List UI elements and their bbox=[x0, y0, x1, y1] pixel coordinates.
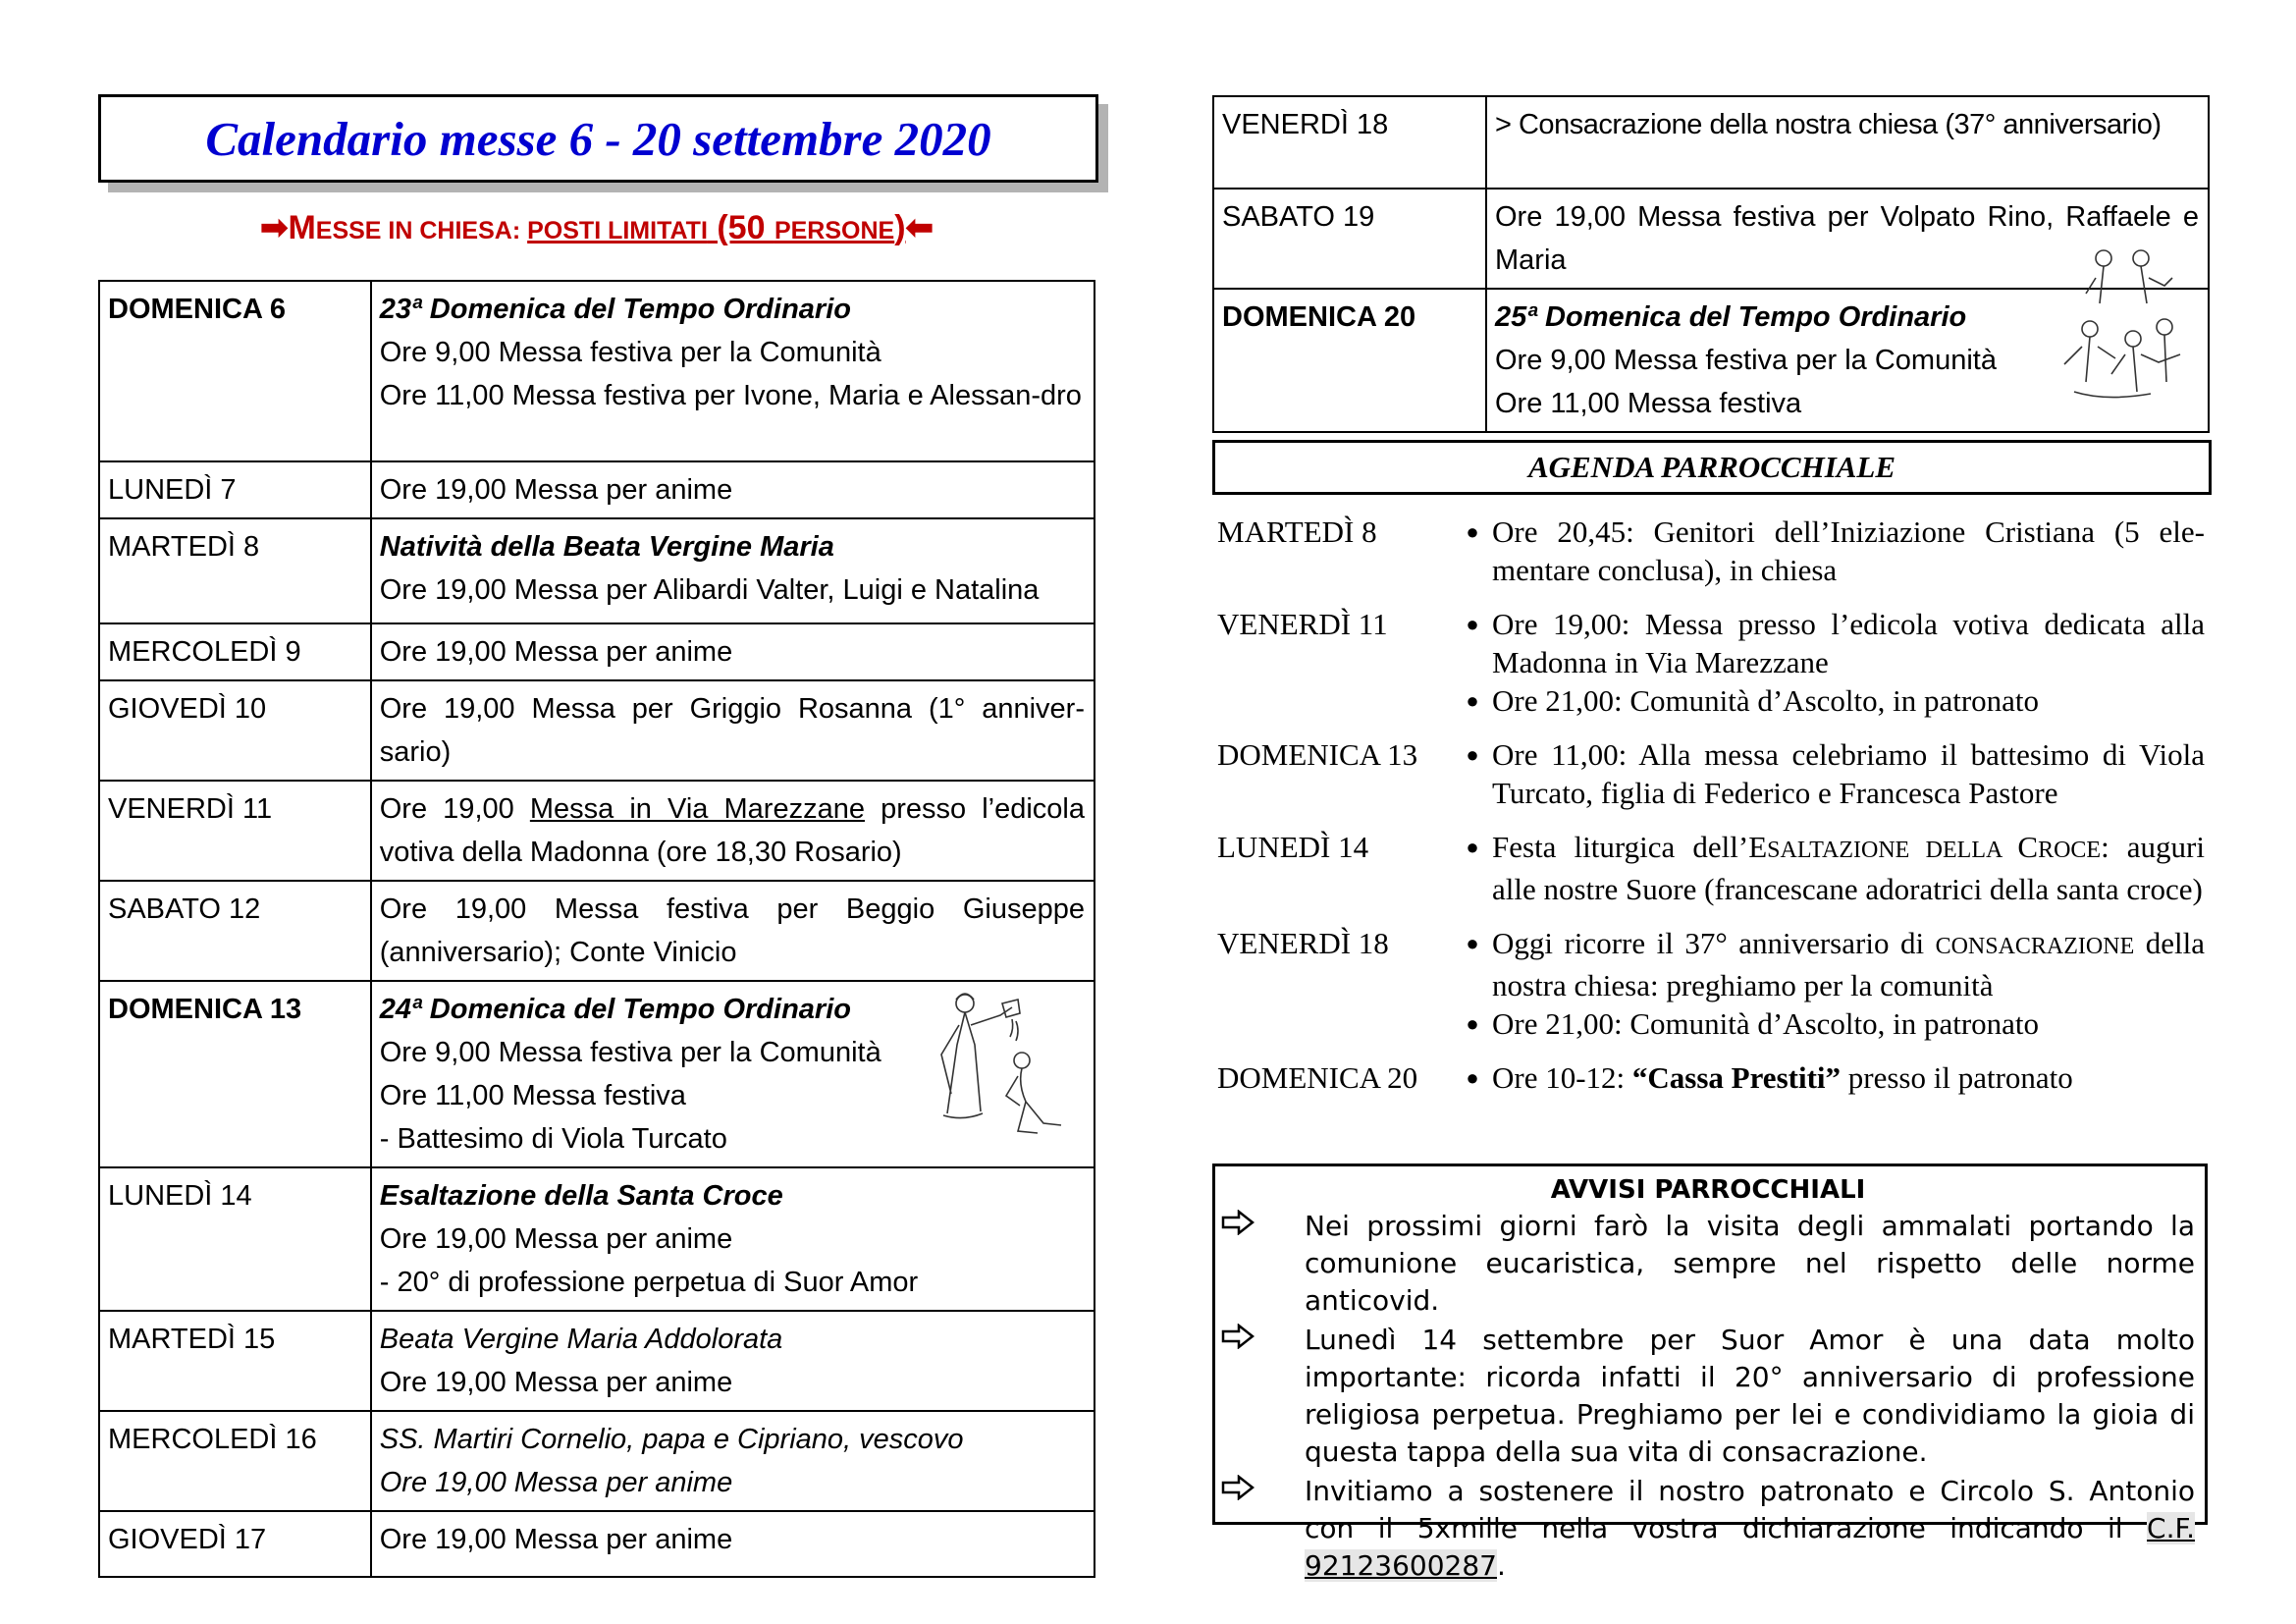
desc-cell bbox=[371, 1411, 1095, 1511]
avviso-text: Nei prossimi giorni farò la visita degli ammalati portando la comunione eucaristica, sempre nel rispetto delle norme anticovid. bbox=[1305, 1210, 2195, 1317]
day-cell: GIOVEDÌ 10 bbox=[99, 680, 371, 781]
page-title: Calendario messe 6 - 20 settembre 2020 bbox=[205, 111, 991, 166]
agenda-text: Festa liturgica dell’ bbox=[1492, 830, 1749, 864]
mass-line: Ore 19,00 Messa per anime bbox=[379, 1367, 733, 1398]
bullet-icon: ● bbox=[1466, 742, 1479, 767]
mass-line: Ore 11,00 Messa festiva bbox=[1495, 388, 1802, 419]
day-cell: LUNEDÌ 14 bbox=[99, 1167, 371, 1311]
day-cell: DOMENICA 20 bbox=[1213, 289, 1486, 432]
table-row bbox=[99, 281, 1095, 461]
notice-text: M bbox=[288, 209, 316, 246]
agenda-item bbox=[1453, 828, 2205, 908]
agenda-item bbox=[1453, 513, 2205, 589]
agenda-text: Ore 21,00: Comunità d’Ascolto, in patronato bbox=[1492, 1006, 2040, 1041]
desc-cell bbox=[1486, 96, 2209, 189]
avviso-text: Invitiamo a sostenere il nostro patronato e Circolo S. Antonio con il 5xmille nella vostra dichiarazione indicando il bbox=[1305, 1475, 2195, 1544]
feast-title: Beata Vergine Maria Addolorata bbox=[379, 1324, 783, 1355]
mass-line: Ore 19,00 Messa per Griggio Rosanna (1° anniver-sario) bbox=[379, 693, 1085, 768]
anniversary-note: - 20° di professione perpetua di Suor Amor bbox=[379, 1267, 919, 1298]
agenda-text: presso il patronato bbox=[1841, 1060, 2073, 1095]
day-cell: GIOVEDÌ 17 bbox=[99, 1511, 371, 1577]
day-cell: DOMENICA 13 bbox=[99, 981, 371, 1167]
desc-cell bbox=[371, 981, 1095, 1167]
desc-cell bbox=[371, 1311, 1095, 1411]
mass-line: Ore 9,00 Messa festiva per la Comunità bbox=[379, 1037, 881, 1068]
desc-cell bbox=[371, 881, 1095, 981]
table-row bbox=[99, 981, 1095, 1167]
agenda-text: della nostra chiesa: preghiamo per la comunità bbox=[1492, 926, 2205, 1002]
agenda-item bbox=[1453, 1004, 2205, 1043]
table-row bbox=[99, 1411, 1095, 1511]
table-row bbox=[1213, 96, 2209, 189]
mass-line: Ore 19,00 Messa per anime bbox=[379, 474, 733, 506]
disciples-illustration-icon bbox=[2056, 244, 2194, 421]
bullet-icon: ● bbox=[1466, 931, 1479, 955]
bullet-icon: ● bbox=[1466, 1065, 1479, 1090]
notice-text: PERSONE bbox=[774, 217, 895, 244]
agenda-text: Ore 19,00: Messa presso l’edicola votiva dedicata alla Madonna in Via Marezzane bbox=[1492, 607, 2205, 679]
table-row bbox=[99, 781, 1095, 881]
tax-code: C.F. 92123600287 bbox=[1305, 1512, 2195, 1582]
day-cell: MERCOLEDÌ 16 bbox=[99, 1411, 371, 1511]
mass-line: presso l’edicola votiva della Madonna (ore 18,30 Rosario) bbox=[379, 793, 1085, 868]
feast-title: 24ª Domenica del Tempo Ordinario bbox=[379, 994, 851, 1025]
arrow-right-icon: ➡ bbox=[259, 209, 289, 246]
day-cell: LUNEDÌ 7 bbox=[99, 461, 371, 518]
day-cell: MARTEDÌ 8 bbox=[99, 518, 371, 623]
mass-calendar-table bbox=[98, 280, 1095, 1578]
agenda-day: DOMENICA 20 bbox=[1217, 1060, 1418, 1095]
day-cell: MARTEDÌ 15 bbox=[99, 1311, 371, 1411]
mass-line: Ore 19,00 Messa per anime bbox=[379, 1524, 733, 1555]
desc-cell bbox=[371, 461, 1095, 518]
bullet-icon: ● bbox=[1466, 688, 1479, 713]
desc-cell bbox=[371, 781, 1095, 881]
agenda-text: SALTAZIONE DELLA bbox=[1767, 838, 2018, 863]
bullet-icon: ● bbox=[1466, 1011, 1479, 1036]
mass-line: Ore 9,00 Messa festiva per la Comunità bbox=[1495, 345, 1997, 376]
agenda-item bbox=[1453, 735, 2205, 812]
agenda-day: LUNEDÌ 14 bbox=[1217, 830, 1369, 864]
table-row bbox=[99, 680, 1095, 781]
table-row bbox=[99, 1511, 1095, 1577]
agenda-text: Ore 20,45: Genitori dell’Iniziazione Cristiana (5 ele-mentare conclusa), in chiesa bbox=[1492, 514, 2205, 587]
table-row bbox=[1213, 289, 2209, 432]
baptism-illustration-icon bbox=[924, 986, 1071, 1148]
feast-title: Natività della Beata Vergine Maria bbox=[379, 531, 834, 563]
notice-text: POSTI LIMITATI bbox=[527, 217, 708, 244]
agenda-title: AGENDA PARROCCHIALE bbox=[1212, 440, 2212, 495]
avviso-item bbox=[1221, 1208, 2195, 1320]
mass-time: Ore 19,00 bbox=[379, 793, 514, 825]
agenda-row bbox=[1217, 1058, 2205, 1097]
mass-line: Ore 19,00 Messa per Alibardi Valter, Luigi e Natalina bbox=[379, 574, 1040, 606]
desc-cell bbox=[371, 623, 1095, 680]
desc-cell bbox=[371, 281, 1095, 461]
desc-cell bbox=[371, 518, 1095, 623]
notice-text: (50 bbox=[707, 209, 774, 246]
avviso-item bbox=[1221, 1473, 2195, 1585]
avviso-item bbox=[1221, 1322, 2195, 1471]
avvisi-title: AVVISI PARROCCHIALI bbox=[1550, 1175, 1866, 1205]
feast-title: 25ª Domenica del Tempo Ordinario bbox=[1495, 301, 1967, 333]
arrow-left-icon: ⬅ bbox=[905, 209, 934, 246]
bullet-icon: ● bbox=[1466, 519, 1479, 544]
agenda-text: “Cassa Prestiti” bbox=[1631, 1060, 1842, 1095]
notice-banner bbox=[98, 208, 1095, 247]
desc-cell bbox=[371, 1167, 1095, 1311]
agenda-text: ROCE bbox=[2038, 838, 2102, 863]
agenda-item bbox=[1453, 605, 2205, 681]
table-row bbox=[99, 518, 1095, 623]
feast-title: Esaltazione della Santa Croce bbox=[379, 1180, 783, 1212]
day-cell: DOMENICA 6 bbox=[99, 281, 371, 461]
mass-line: Ore 19,00 Messa per anime bbox=[379, 1467, 733, 1498]
day-cell: MERCOLEDÌ 9 bbox=[99, 623, 371, 680]
feast-title: SS. Martiri Cornelio, papa e Cipriano, vescovo bbox=[379, 1424, 964, 1455]
agenda-row bbox=[1217, 605, 2205, 720]
day-cell: SABATO 19 bbox=[1213, 189, 1486, 289]
day-cell: SABATO 12 bbox=[99, 881, 371, 981]
consecration-note: > Consacrazione della nostra chiesa (37° anniversario) bbox=[1495, 109, 2162, 140]
table-row bbox=[99, 623, 1095, 680]
mass-line: Ore 11,00 Messa festiva per Ivone, Maria e Alessan-dro bbox=[379, 380, 1082, 411]
arrow-right-icon bbox=[1221, 1322, 1305, 1471]
agenda-text: E bbox=[1748, 830, 1768, 864]
agenda-day: VENERDÌ 11 bbox=[1217, 607, 1388, 641]
arrow-right-icon bbox=[1221, 1208, 1305, 1320]
mass-line: Ore 19,00 Messa festiva per Volpato Rino, Raffaele e Maria bbox=[1495, 201, 2199, 276]
agenda-text: : auguri alle nostre Suore (francescane adoratrici della santa croce) bbox=[1492, 830, 2205, 906]
bullet-icon: ● bbox=[1466, 835, 1479, 859]
feast-title: 23ª Domenica del Tempo Ordinario bbox=[379, 294, 851, 325]
table-row bbox=[99, 461, 1095, 518]
agenda-text: Ore 11,00: Alla messa celebriamo il battesimo di Viola Turcato, figlia di Federico e Francesca Pastore bbox=[1492, 737, 2205, 810]
agenda-text: C bbox=[2017, 830, 2039, 864]
agenda-item bbox=[1453, 924, 2205, 1004]
agenda-text: Ore 10-12: bbox=[1492, 1060, 1632, 1095]
title-box bbox=[98, 94, 1098, 183]
agenda-text: Oggi ricorre il 37° anniversario di bbox=[1492, 926, 1936, 960]
agenda-row bbox=[1217, 924, 2205, 1043]
table-row bbox=[99, 1167, 1095, 1311]
mass-line: Ore 19,00 Messa per anime bbox=[379, 1223, 733, 1255]
avviso-text: . bbox=[1496, 1549, 1506, 1582]
agenda-day: VENERDÌ 18 bbox=[1217, 926, 1389, 960]
agenda-row bbox=[1217, 828, 2205, 908]
desc-cell bbox=[1486, 289, 2209, 432]
mass-line: Ore 9,00 Messa festiva per la Comunità bbox=[379, 337, 881, 368]
agenda-text: CONSACRAZIONE bbox=[1935, 934, 2135, 959]
agenda-day: MARTEDÌ 8 bbox=[1217, 514, 1377, 549]
agenda-row bbox=[1217, 513, 2205, 589]
agenda-list bbox=[1217, 513, 2205, 1112]
agenda-day: DOMENICA 13 bbox=[1217, 737, 1418, 772]
agenda-item bbox=[1453, 1058, 2205, 1097]
agenda-text: Ore 21,00: Comunità d’Ascolto, in patronato bbox=[1492, 683, 2040, 718]
notice-text: : bbox=[511, 217, 528, 244]
notice-text: ) bbox=[894, 209, 906, 246]
table-row bbox=[99, 881, 1095, 981]
table-row bbox=[99, 1311, 1095, 1411]
desc-cell bbox=[371, 680, 1095, 781]
day-cell: VENERDÌ 18 bbox=[1213, 96, 1486, 189]
mass-line: Ore 19,00 Messa per anime bbox=[379, 636, 733, 668]
avvisi-box bbox=[1212, 1164, 2208, 1582]
baptism-note: - Battesimo di Viola Turcato bbox=[379, 1123, 727, 1155]
mass-location: Messa in Via Marezzane bbox=[529, 793, 865, 825]
mass-calendar-table-continued bbox=[1212, 95, 2210, 433]
arrow-right-icon bbox=[1221, 1473, 1305, 1585]
desc-cell bbox=[371, 1511, 1095, 1577]
day-cell: VENERDÌ 11 bbox=[99, 781, 371, 881]
mass-line: Ore 19,00 Messa festiva per Beggio Giuseppe (anniversario); Conte Vinicio bbox=[379, 893, 1085, 968]
avviso-text: Lunedì 14 settembre per Suor Amor è una data molto importante: ricorda infatti il 20° anniversario di professione religiosa perpetua. Preghiamo per lei e condividiamo la gioia di questa tappa della sua vita di consacrazione. bbox=[1305, 1324, 2195, 1468]
notice-text: ESSE IN CHIESA bbox=[315, 217, 512, 244]
agenda-item bbox=[1453, 681, 2205, 720]
agenda-row bbox=[1217, 735, 2205, 812]
mass-line: Ore 11,00 Messa festiva bbox=[379, 1080, 686, 1111]
bullet-icon: ● bbox=[1466, 612, 1479, 636]
